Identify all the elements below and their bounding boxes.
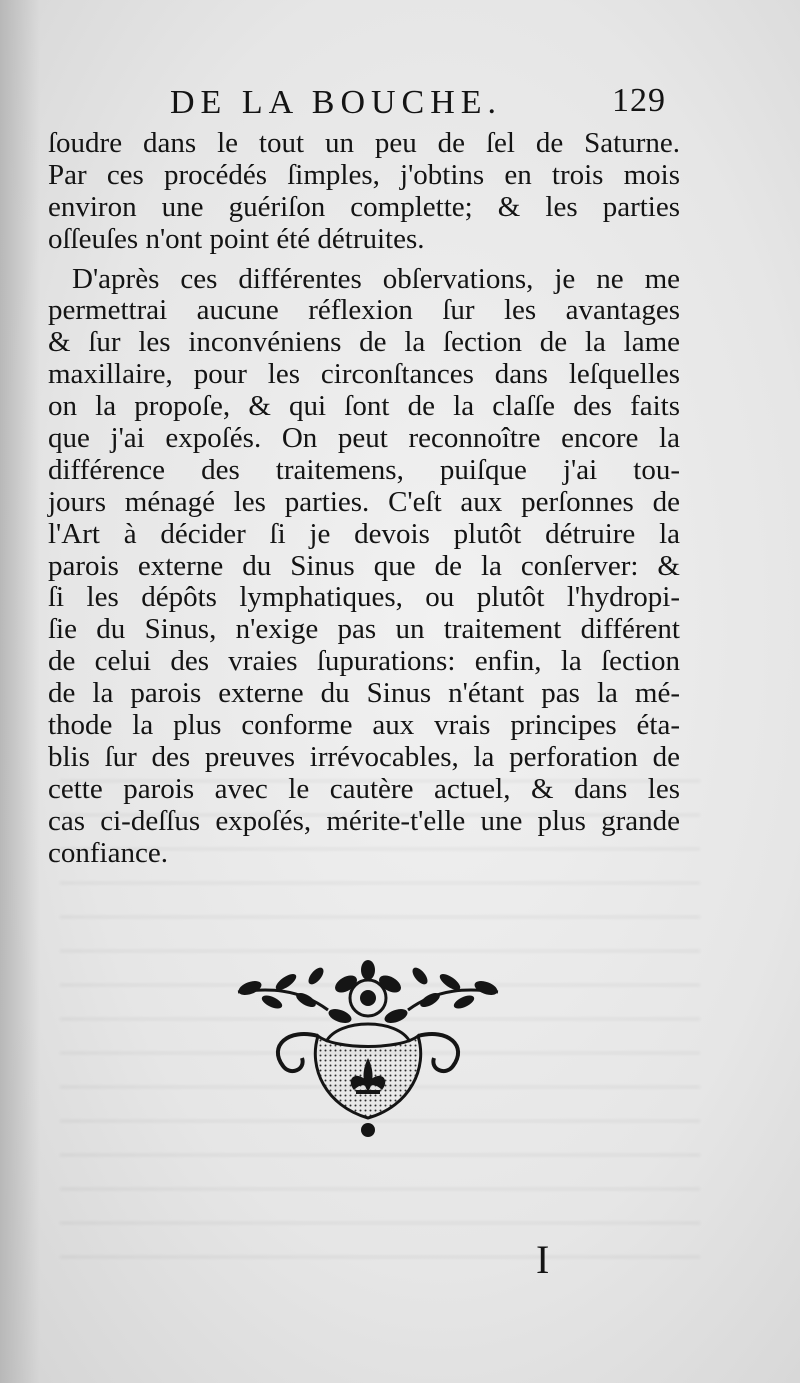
text-line: l'Art à décider ſi je devois plutôt détruire la bbox=[48, 517, 680, 550]
text-line: cas ci-deſſus expoſés, mérite-t'elle une plus grande bbox=[48, 804, 680, 837]
text-line: confiance. bbox=[48, 836, 168, 869]
page-header bbox=[0, 80, 800, 130]
text-line: de celui des vraies ſupurations: enfin, la ſection bbox=[48, 645, 680, 678]
fleur-de-lis-vignette-icon bbox=[228, 958, 508, 1148]
text-line: oſſeuſes n'ont point été détruites. bbox=[48, 222, 425, 255]
text-line: ſoudre dans le tout un peu de ſel de Saturne. bbox=[48, 127, 680, 159]
text-line: & ſur les inconvéniens de la ſection de la lame bbox=[48, 326, 680, 359]
page-number: 129 bbox=[612, 82, 666, 119]
paragraph-2 bbox=[48, 264, 680, 870]
text-line: différence des traitemens, puiſque j'ai tou- bbox=[48, 453, 680, 486]
text-line: jours ménagé les parties. C'eſt aux perſonnes de bbox=[48, 485, 680, 518]
text-line: environ une guériſon complette; & les parties bbox=[48, 190, 680, 223]
text-line: ſi les dépôts lymphatiques, ou plutôt l'hydropi- bbox=[48, 581, 680, 614]
paragraph-1 bbox=[48, 128, 680, 256]
text-line: maxillaire, pour les circonſtances dans leſquelles bbox=[48, 358, 680, 391]
running-head: DE LA BOUCHE. bbox=[170, 84, 503, 121]
text-line: on la propoſe, & qui ſont de la claſſe des faits bbox=[48, 390, 680, 423]
text-line: de la parois externe du Sinus n'étant pas la mé- bbox=[48, 677, 680, 710]
gutter-shadow bbox=[0, 0, 40, 1383]
text-line: que j'ai expoſés. On peut reconnoître encore la bbox=[48, 422, 680, 455]
text-line: D'après ces différentes obſervations, je ne me bbox=[72, 262, 680, 295]
text-line: permettrai aucune réflexion ſur les avantages bbox=[48, 294, 680, 327]
body-text bbox=[48, 128, 680, 869]
text-line: ſie du Sinus, n'exige pas un traitement différent bbox=[48, 613, 680, 646]
text-line: thode la plus conforme aux vrais principes éta- bbox=[48, 709, 680, 742]
signature-mark: I bbox=[536, 1237, 550, 1282]
text-line: Par ces procédés ſimples, j'obtins en trois mois bbox=[48, 158, 680, 191]
text-line: blis ſur des preuves irrévocables, la perforation de bbox=[48, 740, 680, 773]
text-line: parois externe du Sinus que de la conſerver: & bbox=[48, 549, 680, 582]
text-line: cette parois avec le cautère actuel, & dans les bbox=[48, 772, 680, 805]
